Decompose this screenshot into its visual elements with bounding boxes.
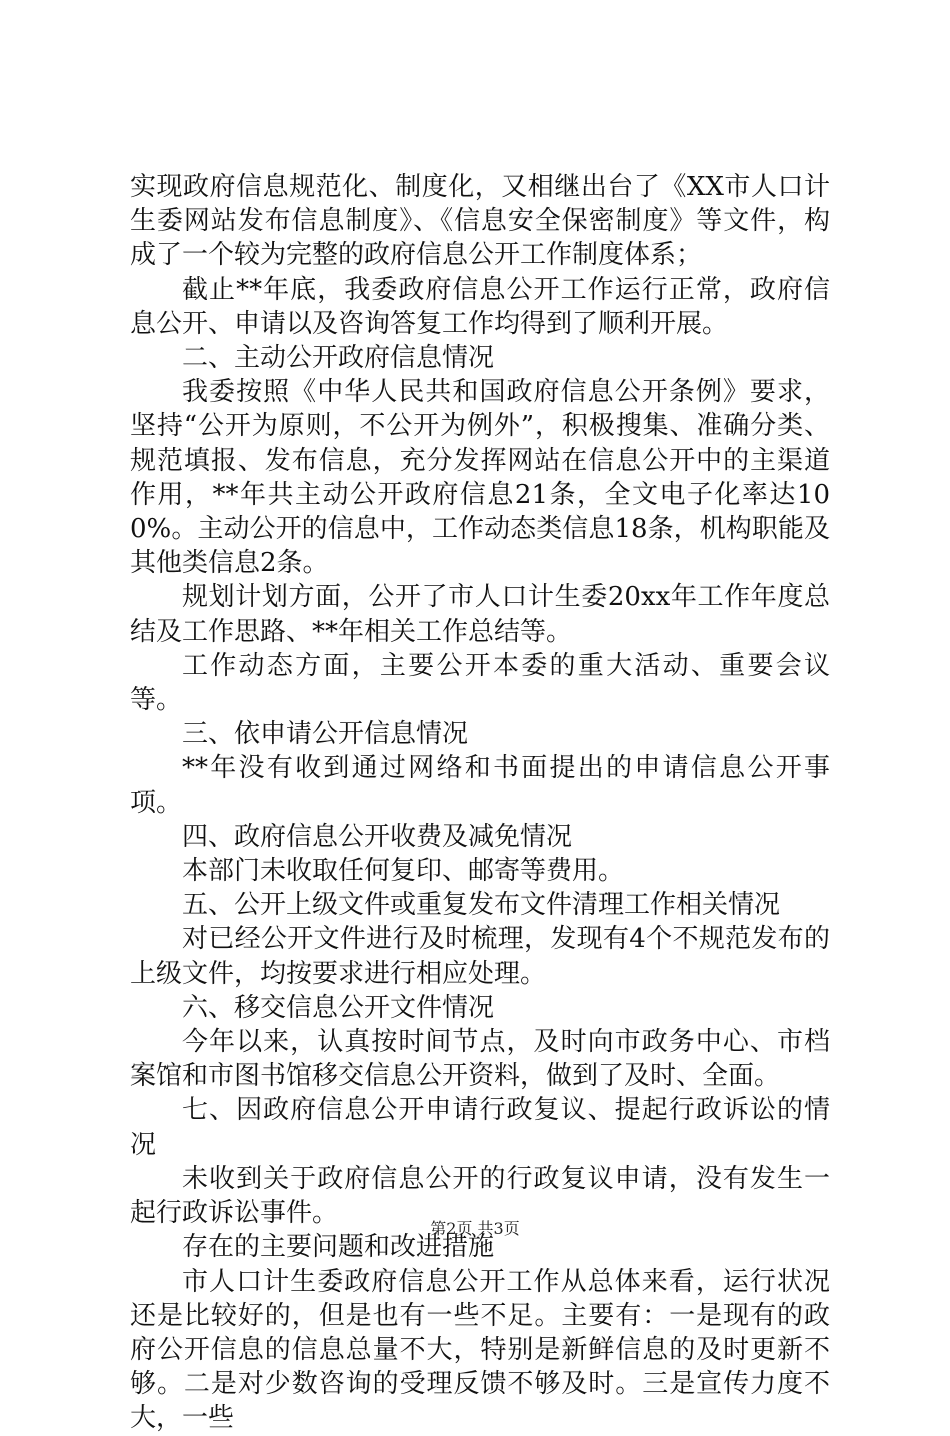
body-paragraph: 实现政府信息规范化、制度化，又相继出台了《XX市人口计生委网站发布信息制度》、《信息安全保密制度》等文件，构成了一个较为完整的政府信息公开工作制度体系； xyxy=(130,172,830,271)
document-body xyxy=(130,170,830,1436)
section-heading: 存在的主要问题和改进措施 xyxy=(182,1232,495,1263)
body-paragraph: 本部门未收取任何复印、邮寄等费用。 xyxy=(182,856,625,887)
page-footer: 第2页 共3页 xyxy=(430,1219,520,1238)
body-paragraph: 截止**年底，我委政府信息公开工作运行正常，政府信息公开、申请以及咨询答复工作均得到了顺利开展。 xyxy=(130,274,830,339)
body-paragraph: 市人口计生委政府信息公开工作从总体来看，运行状况还是比较好的，但是也有一些不足。主要有：一是现有的政府公开信息的信息总量不大，特别是新鲜信息的及时更新不够。二是对少数咨询的受理反馈不够及时。三是宣传力度不大，一些 xyxy=(130,1266,830,1434)
section-heading: 四、政府信息公开收费及减免情况 xyxy=(182,821,573,852)
body-paragraph: 工作动态方面，主要公开本委的重大活动、重要会议等。 xyxy=(130,650,830,716)
body-paragraph: **年没有收到通过网络和书面提出的申请信息公开事项。 xyxy=(130,753,830,818)
body-paragraph: 规划计划方面，公开了市人口计生委20xx年工作年度总结及工作思路、**年相关工作总结等。 xyxy=(130,582,830,647)
body-paragraph: 未收到关于政府信息公开的行政复议申请，没有发生一起行政诉讼事件。 xyxy=(130,1163,830,1229)
body-paragraph: 我委按照《中华人民共和国政府信息公开条例》要求，坚持“公开为原则，不公开为例外”，积极搜集、准确分类、规范填报、发布信息，充分发挥网站在信息公开中的主渠道作用，**年共主动公开政府信息21条，全文电子化率达100%。主动公开的信息中，工作动态类信息18条，机构职能及其他类信息2条。 xyxy=(130,377,830,579)
body-paragraph: 对已经公开文件进行及时梳理，发现有4个不规范发布的上级文件，均按要求进行相应处理。 xyxy=(130,924,830,989)
section-heading: 二、主动公开政府信息情况 xyxy=(182,343,495,374)
section-heading: 五、公开上级文件或重复发布文件清理工作相关情况 xyxy=(182,890,781,921)
section-heading: 七、因政府信息公开申请行政复议、提起行政诉讼的情况 xyxy=(130,1095,830,1160)
section-heading: 六、移交信息公开文件情况 xyxy=(182,992,495,1023)
section-heading: 三、依申请公开信息情况 xyxy=(182,719,469,750)
body-paragraph: 今年以来，认真按时间节点，及时向市政务中心、市档案馆和市图书馆移交信息公开资料，做到了及时、全面。 xyxy=(130,1027,830,1092)
